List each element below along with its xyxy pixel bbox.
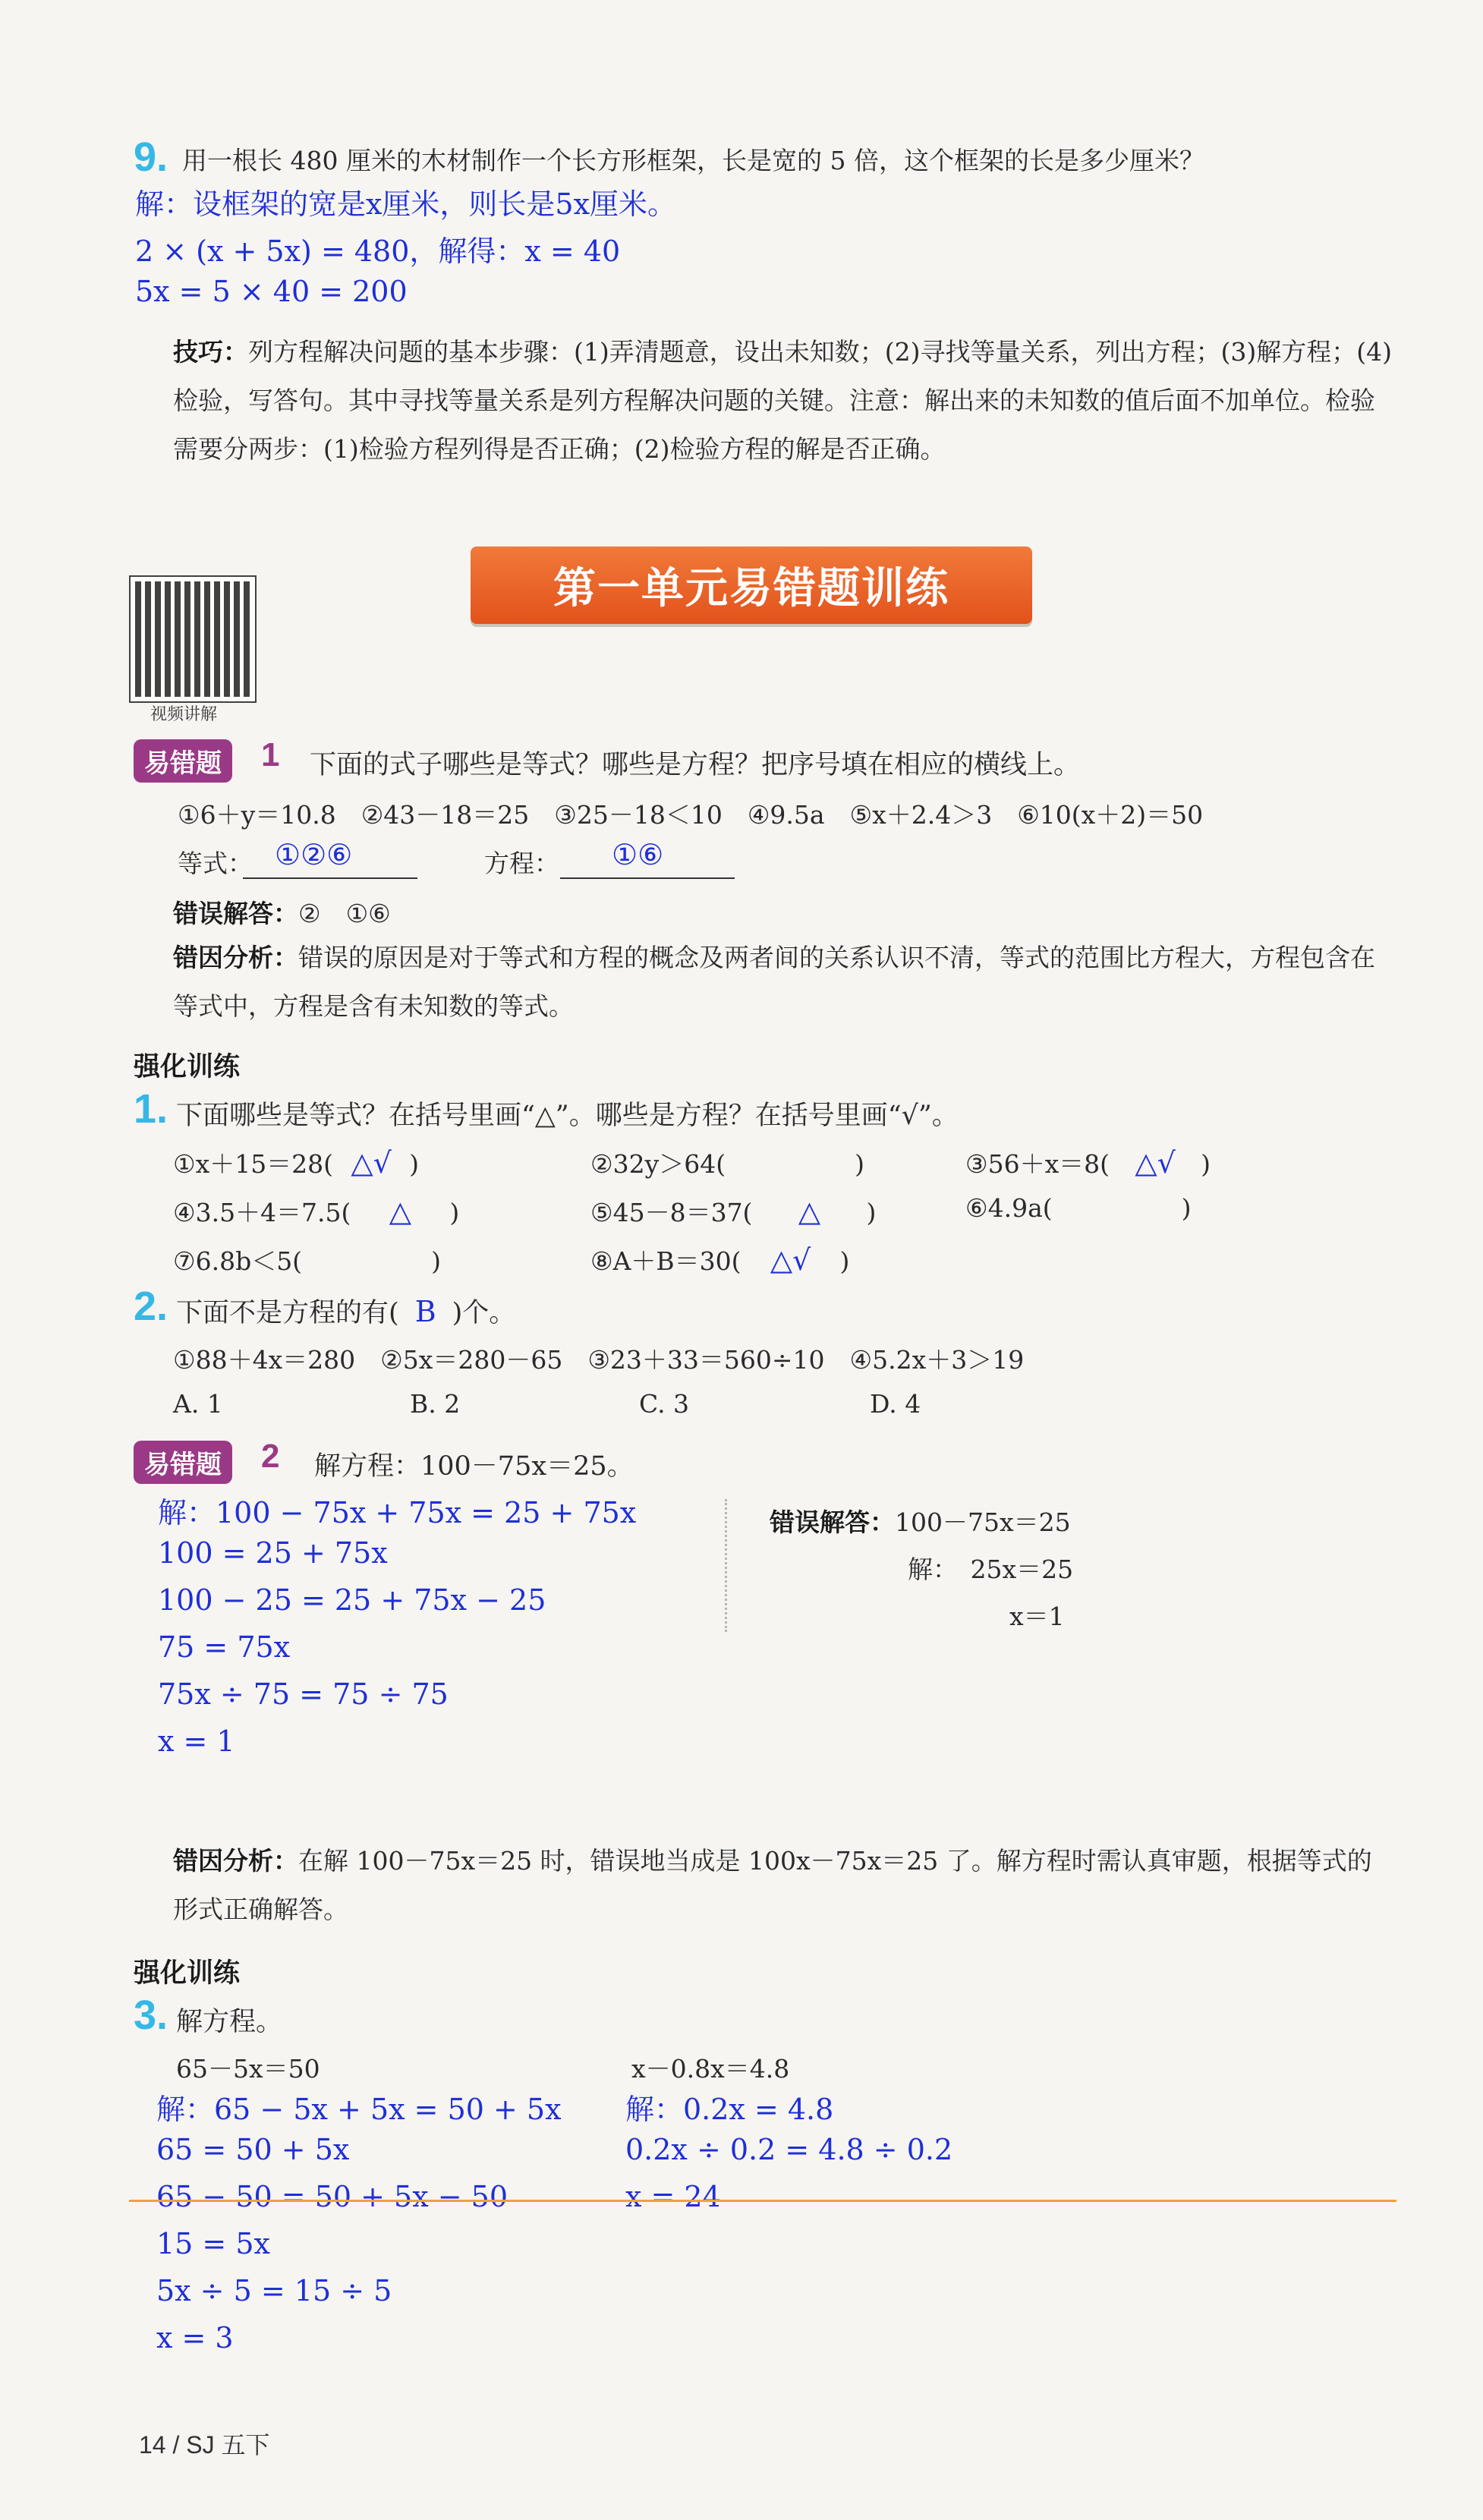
training-q1-number: 1.: [134, 1086, 168, 1132]
q3b-answer-line-2: 0.2x ÷ 0.2 = 4.8 ÷ 0.2: [625, 2133, 953, 2166]
e1-wrong-answer: [173, 894, 391, 930]
e2-answer-line-5: 75x ÷ 75 = 75 ÷ 75: [158, 1677, 449, 1711]
e1-equation-label-2: 方程：: [484, 849, 559, 878]
t1-item-4-ans: △: [389, 1195, 412, 1228]
question-9-text: 用一根长 480 厘米的木材制作一个长方形框架，长是宽的 5 倍，这个框架的长是多少厘米？: [182, 146, 1204, 175]
question-9-number: 9.: [134, 134, 168, 180]
e2-answer-line-1: 解：100 − 75x + 75x = 25 + 75x: [158, 1496, 637, 1529]
q2-option-c: C. 3: [639, 1389, 690, 1419]
t1-item-6-close: ): [1181, 1193, 1192, 1223]
t1-item-6-expr: ⑥4.9a(: [965, 1193, 1053, 1223]
t1-item-7: [173, 1242, 441, 1277]
t1-item-4-expr: ④3.5＋4＝7.5(: [173, 1198, 351, 1227]
q2-text-b: )个。: [452, 1298, 516, 1328]
e2-wrong-label: 错误解答：: [770, 1507, 895, 1537]
t1-item-6: [965, 1193, 1192, 1223]
t1-item-8-ans: △√: [770, 1243, 811, 1277]
e1-reason: [173, 934, 1395, 1031]
t1-item-3-close: ): [1201, 1149, 1211, 1179]
q2-answer: B: [414, 1295, 436, 1328]
q3a-answer-line-3: 65 − 50 = 50 + 5x − 50: [156, 2180, 509, 2213]
q9-answer-line-3: 5x = 5 × 40 = 200: [135, 275, 408, 308]
t1-item-3-ans: △√: [1135, 1146, 1176, 1180]
t1-item-3: [965, 1145, 1211, 1180]
q2-expressions: ①88＋4x＝280 ②5x＝280－65 ③23＋33＝560÷10 ④5.2x＋3＞19: [173, 1345, 1025, 1375]
e1-wrong-text: ② ①⑥: [298, 899, 391, 928]
t1-item-2: [590, 1145, 864, 1180]
t1-item-8-close: ): [839, 1246, 850, 1276]
q3b-answer-line-3: x = 24: [625, 2180, 721, 2213]
t1-item-5-ans: △: [798, 1195, 821, 1228]
e2-wrong-answer: [770, 1503, 1071, 1539]
e2-wrong-line-2: 解： 25x＝25: [908, 1555, 1074, 1584]
e1-wrong-label: 错误解答：: [173, 899, 298, 928]
t1-item-4: [173, 1193, 459, 1229]
t1-item-2-expr: ②32y＞64(: [590, 1149, 726, 1179]
section-banner: [471, 547, 1032, 624]
q3a-answer-line-4: 15 = 5x: [156, 2227, 270, 2260]
e2-reason-text: 在解 100－75x＝25 时，错误地当成是 100x－75x＝25 了。解方程时需认真审题，根据等式的形式正确解答。: [173, 1846, 1372, 1924]
e1-question-text: 下面的式子哪些是等式？哪些是方程？把序号填在相应的横线上。: [310, 750, 1081, 780]
q3a-answer-line-5: 5x ÷ 5 = 15 ÷ 5: [156, 2274, 392, 2307]
training-q3-text: 解方程。: [176, 2007, 283, 2037]
tip-label: 技巧：: [173, 337, 248, 367]
q2-option-b: B. 2: [410, 1389, 461, 1419]
q2-option-d: D. 4: [870, 1389, 921, 1419]
error-question-number-2: 2: [261, 1438, 280, 1475]
q9-answer-line-1: 解：设框架的宽是x厘米，则长是5x厘米。: [135, 187, 677, 221]
t1-item-3-expr: ③56＋x＝8(: [965, 1149, 1110, 1179]
e2-reason-label: 错因分析：: [173, 1846, 298, 1876]
e2-answer-line-6: x = 1: [158, 1725, 235, 1758]
q2-option-a: A. 1: [173, 1389, 223, 1419]
error-question-tag-2: 易错题: [134, 1441, 232, 1484]
q3b-answer-line-1: 解：0.2x = 4.8: [625, 2093, 834, 2126]
q3a-answer-line-6: x = 3: [156, 2321, 234, 2355]
q9-answer-line-2: 2 × (x + 5x) = 480，解得：x = 40: [135, 235, 621, 268]
error-question-tag-1: 易错题: [134, 739, 232, 783]
error-question-number-1: 1: [261, 736, 280, 773]
t1-item-8-expr: ⑧A＋B＝30(: [590, 1246, 742, 1276]
t1-item-8: [590, 1242, 849, 1277]
t1-item-1-expr: ①x＋15＝28(: [173, 1149, 334, 1179]
e2-answer-line-2: 100 = 25 + 75x: [158, 1536, 388, 1570]
e2-question-text: 解方程：100－75x＝25。: [314, 1451, 634, 1482]
t1-item-7-expr: ⑦6.8b＜5(: [173, 1246, 303, 1276]
training-q2-text: [176, 1292, 515, 1330]
e2-wrong-line-1: 100－75x＝25: [895, 1507, 1071, 1537]
e1-reason-label: 错因分析：: [173, 943, 298, 972]
page-footer: 14 / SJ 五下: [139, 2431, 270, 2459]
t1-item-1: [173, 1145, 419, 1180]
q3a-answer-line-1: 解：65 − 5x + 5x = 50 + 5x: [156, 2093, 562, 2126]
t1-item-1-ans: △√: [351, 1146, 392, 1180]
t1-item-5-close: ): [866, 1198, 877, 1227]
training-q1-text: 下面哪些是等式？在括号里画“△”。哪些是方程？在括号里画“√”。: [176, 1101, 959, 1131]
e2-answer-line-3: 100 − 25 = 25 + 75x − 25: [158, 1583, 546, 1617]
training-title-2: 强化训练: [134, 1958, 241, 1989]
q9-tip: [173, 328, 1395, 474]
t1-item-5-expr: ⑤45－8＝37(: [590, 1198, 753, 1227]
orange-rule: [129, 2200, 1396, 2202]
e2-wrong-line-3: x＝1: [1009, 1602, 1065, 1631]
qr-code[interactable]: [131, 577, 255, 701]
q3-equation-b: x－0.8x＝4.8: [631, 2054, 790, 2084]
t1-item-2-close: ): [855, 1149, 864, 1179]
e1-expressions: ①6＋y＝10.8 ②43－18＝25 ③25－18＜10 ④9.5a ⑤x＋2.4＞3 ⑥10(x＋2)＝50: [178, 800, 1204, 830]
qr-label: 视频讲解: [150, 705, 218, 724]
training-title-1: 强化训练: [134, 1052, 241, 1082]
e1-equation-answer: ①②⑥: [275, 838, 353, 871]
e1-equation-answer-2: ①⑥: [612, 838, 664, 871]
section-banner-title: 第一单元易错题训练: [553, 564, 949, 613]
tip-text: 列方程解决问题的基本步骤：(1)弄清题意，设出未知数；(2)寻找等量关系，列出方程；(3)解方程；(4)检验，写答句。其中寻找等量关系是列方程解决问题的关键。注意：解出来的未知数的值后面不加单位。检验需要分两步：(1)检验方程列得是否正确；(2)检验方程的解是否正确。: [173, 337, 1392, 464]
training-q2-number: 2.: [134, 1284, 168, 1329]
q3a-answer-line-2: 65 = 50 + 5x: [156, 2133, 350, 2166]
e1-equation-label: 等式：: [178, 849, 253, 878]
e2-reason: [173, 1837, 1395, 1934]
training-q3-number: 3.: [134, 1992, 168, 2038]
t1-item-4-close: ): [449, 1198, 460, 1227]
e1-reason-text: 错误的原因是对于等式和方程的概念及两者间的关系认识不清，等式的范围比方程大，方程包含在等式中，方程是含有未知数的等式。: [173, 943, 1375, 1021]
e2-divider: [725, 1499, 727, 1632]
t1-item-1-close: ): [409, 1149, 419, 1179]
e2-answer-line-4: 75 = 75x: [158, 1630, 291, 1664]
q2-text-a: 下面不是方程的有(: [176, 1298, 399, 1328]
t1-item-5: [590, 1193, 876, 1229]
t1-item-7-close: ): [431, 1246, 441, 1276]
q3-equation-a: 65－5x＝50: [176, 2054, 320, 2084]
